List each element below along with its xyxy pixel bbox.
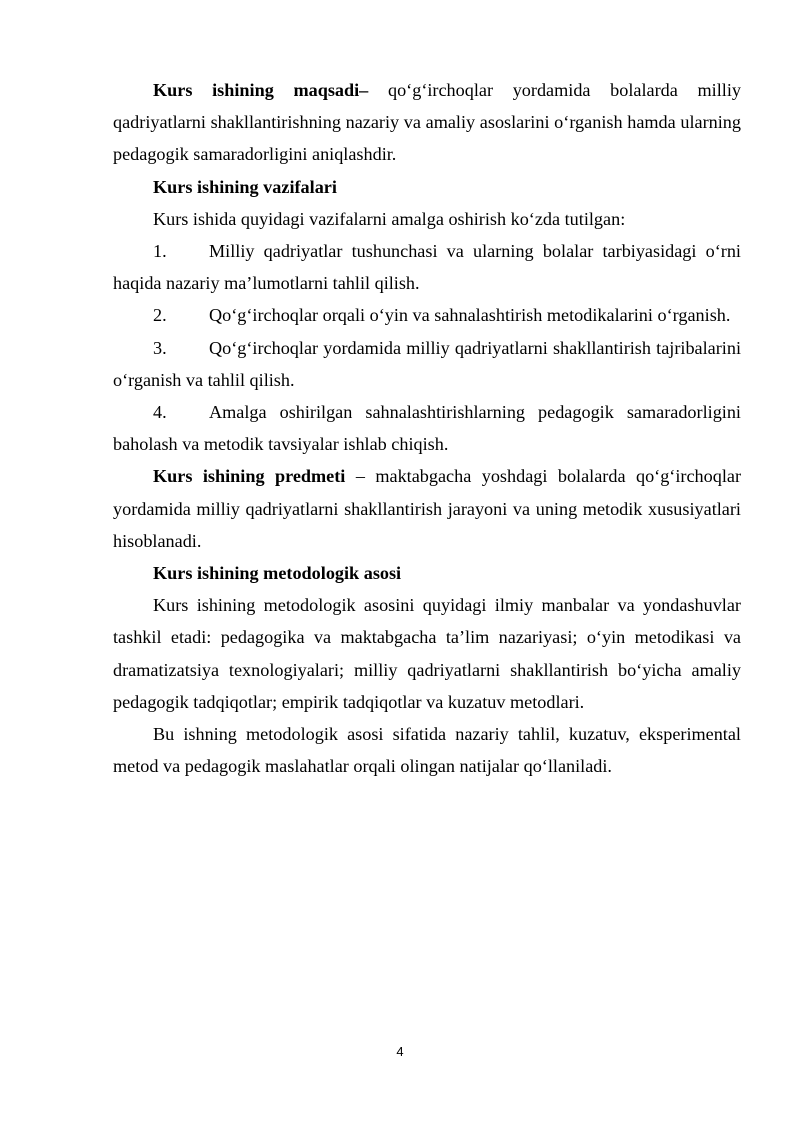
maqsad-text: qo‘g‘irchoqlar yordamida bolalarda milliy qadriyatlarni shakllantirishning nazariy va amaliy asoslarini o‘rganish hamda ularning pedagogik samaradorligini aniqlashdir.	[113, 80, 741, 165]
predmet-heading: Kurs ishining predmeti	[153, 466, 346, 487]
paragraph-metodologik: Kurs ishining metodologik asosini quyidagi ilmiy manbalar va yondashuvlar tashkil etadi: pedagogika va maktabgacha ta’lim nazariyasi; o‘yin metodikasi va dramatizatsiya texnologiyalari; milliy qadriyatlarni shakllantirish bo‘yicha amaliy pedagogik tadqiqotlar; empirik tadqiqotlar va kuzatuv metodlari.	[113, 595, 741, 712]
list-number: 1.	[153, 241, 167, 262]
list-item	[113, 332, 741, 396]
paragraph-vazifalar-intro: Kurs ishida quyidagi vazifalarni amalga oshirish ko‘zda tutilgan:	[153, 208, 626, 229]
document-page	[113, 74, 741, 782]
list-text: Qo‘g‘irchoqlar yordamida milliy qadriyatlarni shakllantirish tajribalarini o‘rganish va tahlil qilish.	[113, 337, 741, 390]
paragraph-predmet	[113, 460, 741, 557]
list-item	[113, 235, 741, 299]
paragraph-conclusion: Bu ishning metodologik asosi sifatida nazariy tahlil, kuzatuv, eksperimental metod va pedagogik maslahatlar orqali olingan natijalar qo‘llaniladi.	[113, 724, 741, 777]
list-text: Milliy qadriyatlar tushunchasi va ularning bolalar tarbiyasidagi o‘rni haqida nazariy ma’lumotlarni tahlil qilish.	[113, 241, 741, 294]
maqsad-heading: Kurs ishining maqsadi–	[153, 80, 369, 100]
list-text: Amalga oshirilgan sahnalashtirishlarning pedagogik samaradorligini baholash va metodik tavsiyalar ishlab chiqish.	[113, 402, 741, 455]
list-number: 2.	[153, 305, 167, 326]
list-text: Qo‘g‘irchoqlar orqali o‘yin va sahnalashtirish metodikalarini o‘rganish.	[209, 305, 731, 326]
heading-vazifalar: Kurs ishining vazifalari	[153, 176, 337, 197]
list-number: 4.	[153, 402, 167, 423]
paragraph-maqsad	[113, 74, 741, 171]
page-number: 4	[396, 1044, 404, 1059]
list-number: 3.	[153, 337, 167, 358]
list-item	[113, 396, 741, 460]
predmet-text: – maktabgacha yoshdagi bolalarda qo‘g‘irchoqlar yordamida milliy qadriyatlarni shakllantirish jarayoni va uning metodik xususiyatlari hisoblanadi.	[113, 466, 742, 551]
list-item	[113, 299, 741, 331]
heading-metodologik: Kurs ishining metodologik asosi	[153, 563, 402, 584]
